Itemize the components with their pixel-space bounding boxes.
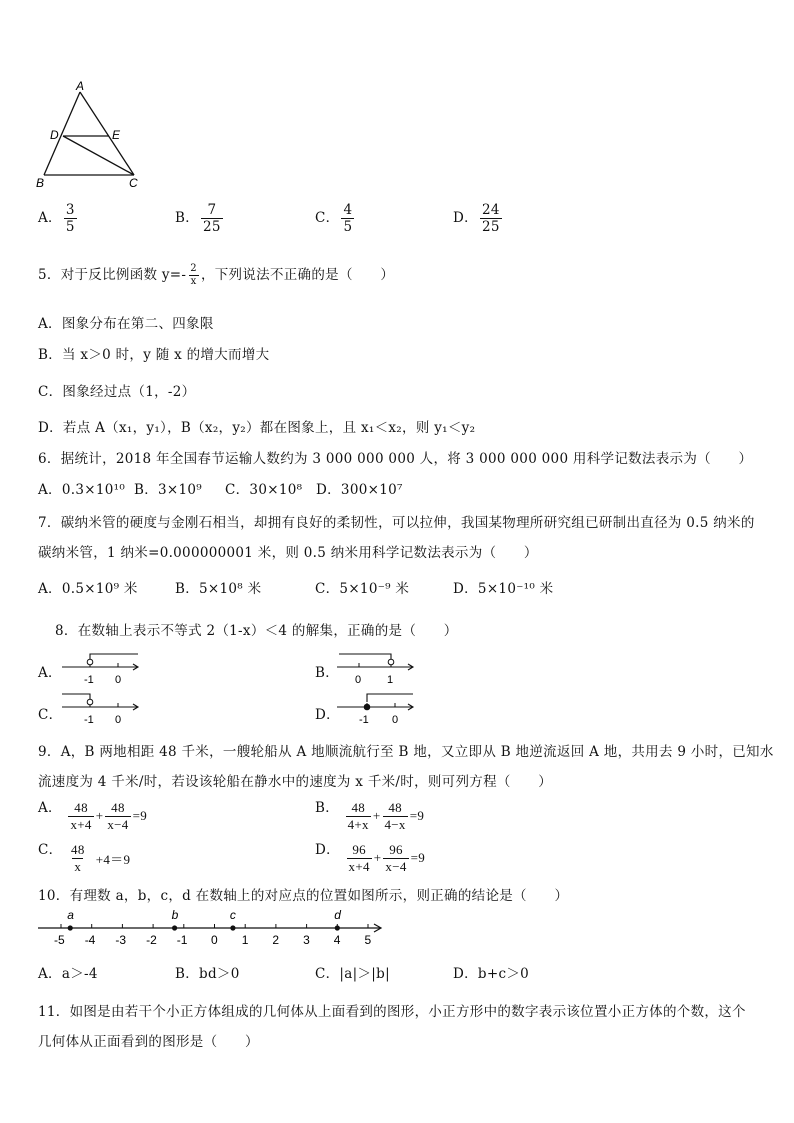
q10-numberline [36,904,386,950]
q8-label-b[interactable]: B． [315,665,340,681]
point-label-c: c [229,908,236,922]
tick-label: -1 [176,933,188,947]
label-c: C [129,176,138,190]
solution-ray [367,694,413,702]
q5-option-c[interactable]: C．图象经过点（1，-2） [38,384,196,400]
label-d: D [50,128,59,142]
tick-label: 0 [115,714,122,726]
tick-label: 1 [241,933,249,947]
edge-ac [80,92,134,175]
tick-label: -2 [146,933,157,947]
q11-stem-line2: 几何体从正面看到的图形是（ ） [38,1034,259,1050]
open-dot [87,699,93,705]
q10-option-a[interactable]: A．a＞-4 [38,966,98,982]
q8-numberline-d[interactable] [335,690,419,730]
q10-option-d[interactable]: D．b+c＞0 [453,966,530,982]
tick-label: -3 [115,933,127,947]
tick-label: -4 [84,933,96,947]
q9-option-b[interactable]: B． 48 4+x + $\frac{48}{4-x}$ =9 [315,800,425,832]
triangle-figure [30,80,150,195]
tick-label: -1 [359,714,369,726]
q6-stem: 6．据统计，2018 年全国春节运输人数约为 3 000 000 000 人，将 3 000 000 000 用科学记数法表示为（ ） [38,451,753,467]
tick-label: 2 [272,933,280,947]
point-b [172,925,177,930]
q5-option-a[interactable]: A．图象分布在第二、四象限 [38,316,214,332]
q7-stem-line1: 7．碳纳米管的硬度与金刚石相当，却拥有良好的柔韧性，可以拉伸，我国某物理所研究组已研制出直径为 0.5 纳米的 [38,515,755,531]
tick-label: -5 [54,933,65,947]
tick-label: 0 [211,933,218,947]
segment-dc [63,136,134,175]
q10-stem: 10．有理数 a，b，c，d 在数轴上的对应点的位置如图所示，则正确的结论是（ ） [38,888,569,904]
q9-stem-line1: 9．A，B 两地相距 48 千米，一艘轮船从 A 地顺流航行至 B 地，又立即从 B 地逆流返回 A 地，共用去 9 小时，已知水 [38,744,774,760]
tick-label: 4 [333,933,341,947]
q6-option-d[interactable]: D．300×10⁷ [316,482,403,498]
tick-label: -1 [84,714,94,726]
solution-ray [62,694,90,702]
q8-label-a[interactable]: A． [38,665,62,681]
q7-option-d[interactable]: D．5×10⁻¹⁰ 米 [453,581,554,597]
q4-option-a[interactable]: A． $\frac{3}{5}$ [38,202,75,236]
solid-dot [364,704,370,710]
q7-option-b[interactable]: B．5×10⁸ 米 [175,581,262,597]
q5-stem: 5．对于反比例函数 y=- $\frac{2}{x}$ ，下列说法不正确的是（ ） [38,262,395,287]
q8-stem: 8．在数轴上表示不等式 2（1-x）＜4 的解集，正确的是（ ） [55,623,458,639]
q5-option-d[interactable]: D．若点 A（x₁，y₁），B（x₂，y₂）都在图象上，且 x₁＜x₂，则 y₁＜y₂ [38,420,476,436]
q10-option-b[interactable]: B．bd＞0 [175,966,240,982]
q5-option-b[interactable]: B．当 x＞0 时，y 随 x 的增大而增大 [38,347,270,363]
tick-label: 5 [364,933,372,947]
tick-label: 3 [303,933,310,947]
solution-ray [339,654,391,662]
q8-numberline-a[interactable] [60,650,144,690]
q7-option-c[interactable]: C．5×10⁻⁹ 米 [315,581,410,597]
open-dot [87,659,93,665]
point-label-a: a [67,908,74,922]
q7-stem-line2: 碳纳米管，1 纳米=0.000000001 米，则 0.5 纳米用科学记数法表示为（ ） [38,545,538,561]
q7-option-a[interactable]: A．0.5×10⁹ 米 [38,581,138,597]
q6-option-b[interactable]: B．3×10⁹ [134,482,203,498]
q9-option-c[interactable]: C． 48 x +4＝9 [38,842,131,874]
tick-label: 0 [115,674,122,686]
tick-label: 1 [387,674,394,686]
tick-label: 0 [355,674,362,686]
q8-numberline-c[interactable] [60,690,144,730]
q9-option-d[interactable]: D． 96 x+4 + $\frac{96}{x-4}$ =9 [315,842,426,874]
tick-label: 0 [392,714,399,726]
q4-option-c[interactable]: C． $\frac{4}{5}$ [315,202,353,236]
label-b: B [36,176,45,190]
q9-stem-line2: 流速度为 4 千米/时，若设该轮船在静水中的速度为 x 千米/时，则可列方程（ ） [38,774,553,790]
q11-stem-line1: 11．如图是由若干个小正方体组成的几何体从上面看到的图形，小正方形中的数字表示该位置小正方体的个数，这个 [38,1004,746,1020]
q8-label-c[interactable]: C． [38,707,63,723]
open-dot [388,659,394,665]
tick-label: -1 [84,674,94,686]
point-a [68,925,73,930]
label-e: E [112,128,121,142]
q4-option-b[interactable]: B． $\frac{7}{25}$ [175,202,221,236]
label-a: A [76,80,85,93]
q4-option-d[interactable]: D． $\frac{24}{25}$ [453,202,500,236]
q10-option-c[interactable]: C．|a|＞|b| [315,966,390,982]
point-d [335,925,340,930]
point-label-b: b [171,908,179,922]
q6-option-a[interactable]: A．0.3×10¹⁰ [38,482,126,498]
point-c [230,925,235,930]
point-label-d: d [334,908,341,922]
q8-numberline-b[interactable] [335,650,419,690]
q8-label-d[interactable]: D． [315,707,340,723]
q9-option-a[interactable]: A． 48 x+4 + $\frac{48}{x-4}$ =9 [38,800,147,832]
solution-ray [90,654,138,662]
q6-option-c[interactable]: C．30×10⁸ [225,482,303,498]
